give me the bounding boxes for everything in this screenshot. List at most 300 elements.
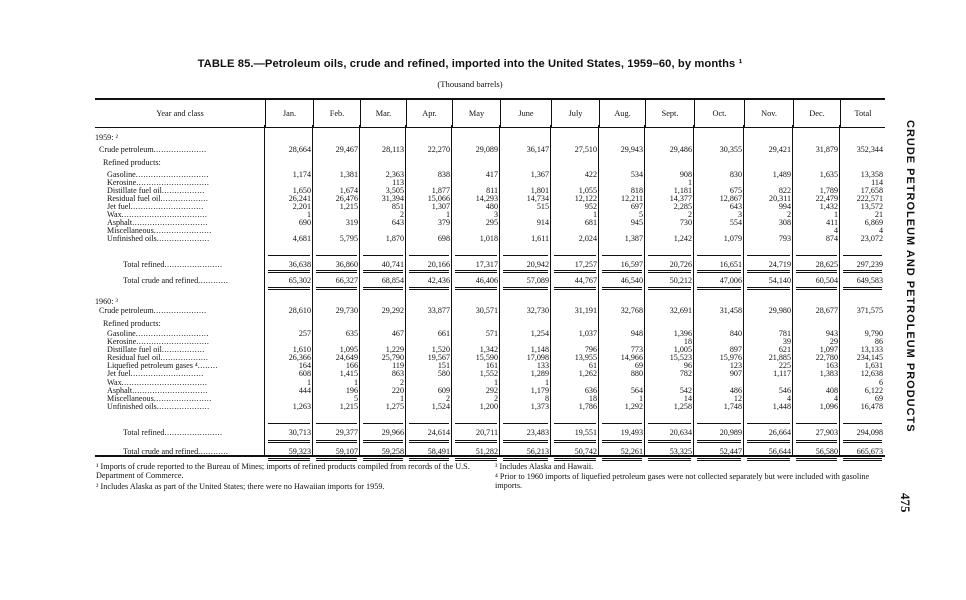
- page-number: 475: [898, 493, 913, 513]
- cell-value: 822: [778, 186, 791, 195]
- cell-value: 534: [630, 170, 643, 179]
- cell-value: 564: [630, 386, 643, 395]
- cell-value: 28,113: [382, 145, 404, 154]
- cell-value: 26,664: [768, 428, 791, 437]
- cell-value: 486: [729, 386, 742, 395]
- cell-value: 26,476: [335, 194, 358, 203]
- row-label: Unfinished oils.....................: [107, 234, 210, 243]
- cell-value: 5: [353, 394, 358, 403]
- cell-value: 27,510: [574, 145, 597, 154]
- cell-value: 1,674: [339, 186, 358, 195]
- column-rule: [693, 125, 694, 455]
- cell-value: 42,436: [427, 276, 450, 285]
- cell-value: 17,257: [574, 260, 597, 269]
- cell-value: 14,377: [669, 194, 692, 203]
- cell-value: 22,780: [815, 353, 838, 362]
- cell-value: 25,790: [381, 353, 404, 362]
- column-header: Jan.: [265, 100, 313, 127]
- cell-value: 26,241: [288, 194, 311, 203]
- cell-value: 1,387: [624, 234, 643, 243]
- cell-value: 40,741: [381, 260, 404, 269]
- cell-value: 6: [878, 378, 883, 387]
- cell-value: 308: [778, 218, 791, 227]
- cell-value: 2,024: [578, 234, 597, 243]
- row-label: Liquefied petroleum gases ⁴........: [107, 361, 218, 370]
- cell-value: 22,479: [815, 194, 838, 203]
- cell-value: 948: [630, 329, 643, 338]
- cell-value: 1,117: [773, 369, 791, 378]
- cell-value: 114: [871, 178, 883, 187]
- column-header: Feb.: [313, 100, 360, 127]
- cell-value: 580: [437, 369, 450, 378]
- cell-value: 151: [437, 361, 450, 370]
- cell-value: 1,381: [339, 170, 358, 179]
- cell-value: 20,726: [669, 260, 692, 269]
- cell-value: 1: [638, 394, 643, 403]
- cell-value: 58,491: [427, 447, 450, 456]
- cell-value: 29,980: [768, 306, 791, 315]
- cell-value: 6,869: [864, 218, 883, 227]
- footnote-3: ³ Includes Alaska and Hawaii.: [495, 462, 594, 471]
- cell-value: 1,415: [339, 369, 358, 378]
- cell-value: 1,524: [431, 402, 450, 411]
- table-bottom-rule: [95, 455, 885, 457]
- column-rule: [839, 125, 840, 455]
- cell-value: 26,366: [288, 353, 311, 362]
- column-rule: [598, 125, 599, 455]
- cell-value: 1: [592, 210, 597, 219]
- cell-value: 56,580: [815, 447, 838, 456]
- cell-value: 1,289: [530, 369, 549, 378]
- cell-value: 69: [634, 361, 643, 370]
- cell-value: 21,885: [768, 353, 791, 362]
- cell-value: 59,258: [381, 447, 404, 456]
- cell-value: 24,614: [427, 428, 450, 437]
- row-label: Jet fuel.............................: [107, 369, 204, 378]
- footnote-2: ² Includes Alaska as part of the United States; there were no Hawaiian imports for 1959.: [96, 482, 385, 491]
- cell-value: 15,066: [427, 194, 450, 203]
- cell-value: 18: [588, 394, 597, 403]
- cell-value: 20,989: [719, 428, 742, 437]
- column-header: Year and class: [156, 109, 204, 118]
- cell-value: 1,448: [772, 402, 791, 411]
- cell-value: 31,879: [815, 145, 838, 154]
- cell-value: 1,037: [578, 329, 597, 338]
- cell-value: 24,719: [768, 260, 791, 269]
- cell-value: 480: [485, 202, 498, 211]
- cell-value: 4: [786, 394, 791, 403]
- row-label: Wax..................................: [107, 378, 208, 387]
- cell-value: 945: [630, 218, 643, 227]
- cell-value: 863: [391, 369, 404, 378]
- cell-value: 163: [825, 361, 838, 370]
- cell-value: 3: [493, 210, 498, 219]
- cell-value: 811: [486, 186, 498, 195]
- cell-value: 773: [630, 345, 643, 354]
- cell-value: 2,285: [673, 202, 692, 211]
- cell-value: 2: [399, 210, 404, 219]
- row-label: Total crude and refined............: [123, 276, 229, 285]
- column-header: Oct.: [694, 100, 744, 127]
- cell-value: 1,174: [292, 170, 311, 179]
- cell-value: 467: [391, 329, 404, 338]
- cell-value: 51,282: [475, 447, 498, 456]
- cell-value: 1,005: [673, 345, 692, 354]
- cell-value: 36,860: [335, 260, 358, 269]
- cell-value: 53,325: [669, 447, 692, 456]
- cell-value: 1,786: [578, 402, 597, 411]
- cell-value: 1,396: [673, 329, 692, 338]
- column-header: Apr.: [406, 100, 452, 127]
- cell-value: 57,089: [526, 276, 549, 285]
- cell-value: 952: [584, 202, 597, 211]
- row-label: 1960: ³: [95, 297, 118, 306]
- cell-value: 29,943: [620, 145, 643, 154]
- cell-value: 1,635: [819, 170, 838, 179]
- cell-value: 22,270: [427, 145, 450, 154]
- cell-value: 52,447: [719, 447, 742, 456]
- cell-value: 1,748: [723, 402, 742, 411]
- cell-value: 28,664: [288, 145, 311, 154]
- cell-value: 29,966: [381, 428, 404, 437]
- cell-value: 907: [729, 369, 742, 378]
- cell-value: 515: [536, 202, 549, 211]
- cell-value: 1,650: [292, 186, 311, 195]
- column-rule: [499, 125, 500, 455]
- cell-value: 15,590: [475, 353, 498, 362]
- cell-value: 36,638: [288, 260, 311, 269]
- column-header: May: [452, 100, 500, 127]
- cell-value: 161: [485, 361, 498, 370]
- cell-value: 32,691: [669, 306, 692, 315]
- cell-value: 297,239: [856, 260, 883, 269]
- row-label: Gasoline.............................: [107, 170, 209, 179]
- cell-value: 1: [687, 178, 692, 187]
- cell-value: 17,098: [526, 353, 549, 362]
- column-rule: [550, 125, 551, 455]
- cell-value: 14,966: [620, 353, 643, 362]
- column-header: Dec.: [793, 100, 840, 127]
- cell-value: 1,079: [723, 234, 742, 243]
- cell-value: 444: [298, 386, 311, 395]
- column-header: Mar.: [360, 100, 406, 127]
- cell-value: 30,713: [288, 428, 311, 437]
- row-label: Kerosine.............................: [107, 178, 210, 187]
- cell-value: 665,673: [856, 447, 883, 456]
- cell-value: 818: [630, 186, 643, 195]
- column-header: July: [551, 100, 599, 127]
- cell-value: 690: [298, 218, 311, 227]
- cell-value: 5: [638, 210, 643, 219]
- cell-value: 13,572: [860, 202, 883, 211]
- table-header: [95, 98, 885, 128]
- cell-value: 621: [778, 345, 791, 354]
- row-label: 1959: ²: [95, 133, 118, 142]
- cell-value: 1: [306, 210, 311, 219]
- cell-value: 20,311: [769, 194, 791, 203]
- cell-value: 234,145: [856, 353, 883, 362]
- cell-value: 46,540: [620, 276, 643, 285]
- cell-value: 31,394: [381, 194, 404, 203]
- cell-value: 1,200: [479, 402, 498, 411]
- cell-value: 851: [391, 202, 404, 211]
- cell-value: 3,505: [385, 186, 404, 195]
- cell-value: 28,625: [815, 260, 838, 269]
- cell-value: 31,458: [719, 306, 742, 315]
- cell-value: 166: [345, 361, 358, 370]
- cell-value: 29,377: [335, 428, 358, 437]
- cell-value: 1,432: [819, 202, 838, 211]
- cell-value: 6,122: [864, 386, 883, 395]
- column-header: Aug.: [599, 100, 645, 127]
- cell-value: 257: [298, 329, 311, 338]
- cell-value: 292: [485, 386, 498, 395]
- cell-value: 86: [874, 337, 883, 346]
- row-label: Residual fuel oil...................: [107, 194, 209, 203]
- cell-value: 65,302: [288, 276, 311, 285]
- row-label: Refined products:: [103, 158, 161, 167]
- cell-value: 1: [353, 378, 358, 387]
- cell-value: 1,179: [530, 386, 549, 395]
- table-title: TABLE 85.—Petroleum oils, crude and refined, imported into the United States, 1959–60, by months ¹: [197, 58, 743, 70]
- cell-value: 33,877: [427, 306, 450, 315]
- column-header: Total: [840, 100, 885, 127]
- cell-value: 13,955: [574, 353, 597, 362]
- cell-value: 14,734: [526, 194, 549, 203]
- cell-value: 52,261: [620, 447, 643, 456]
- cell-value: 782: [679, 369, 692, 378]
- row-label: Gasoline.............................: [107, 329, 209, 338]
- cell-value: 59,323: [288, 447, 311, 456]
- cell-value: 13,133: [860, 345, 883, 354]
- cell-value: 66,327: [335, 276, 358, 285]
- cell-value: 681: [584, 218, 597, 227]
- cell-value: 4,681: [292, 234, 311, 243]
- cell-value: 697: [630, 202, 643, 211]
- cell-value: 1,181: [673, 186, 692, 195]
- cell-value: 12: [733, 394, 742, 403]
- column-rule: [312, 125, 313, 455]
- column-header: Nov.: [744, 100, 793, 127]
- cell-value: 675: [729, 186, 742, 195]
- cell-value: 635: [345, 329, 358, 338]
- cell-value: 1,097: [819, 345, 838, 354]
- cell-value: 164: [298, 361, 311, 370]
- cell-value: 319: [345, 218, 358, 227]
- row-label: Kerosine.............................: [107, 337, 210, 346]
- cell-value: 546: [778, 386, 791, 395]
- row-label: Residual fuel oil...................: [107, 353, 209, 362]
- cell-value: 20,711: [476, 428, 498, 437]
- cell-value: 2: [399, 378, 404, 387]
- cell-value: 2,201: [292, 202, 311, 211]
- cell-value: 830: [729, 170, 742, 179]
- cell-value: 1,263: [292, 402, 311, 411]
- row-label: Refined products:: [103, 319, 161, 328]
- row-label: Jet fuel.............................: [107, 202, 204, 211]
- row-label: Distillate fuel oil.................: [107, 345, 205, 354]
- cell-value: 19,567: [427, 353, 450, 362]
- cell-value: 19,551: [574, 428, 597, 437]
- cell-value: 220: [391, 386, 404, 395]
- cell-value: 1,342: [479, 345, 498, 354]
- table-unit: (Thousand barrels): [437, 79, 503, 89]
- cell-value: 1: [493, 378, 498, 387]
- cell-value: 914: [536, 218, 549, 227]
- cell-value: 23,072: [860, 234, 883, 243]
- cell-value: 1,096: [819, 402, 838, 411]
- cell-value: 44,767: [574, 276, 597, 285]
- row-label: Miscellaneous.......................: [107, 226, 212, 235]
- cell-value: 1,870: [385, 234, 404, 243]
- column-header: June: [500, 100, 551, 127]
- row-label: Asphalt..............................: [107, 386, 208, 395]
- cell-value: 352,344: [856, 145, 883, 154]
- cell-value: 29,467: [335, 145, 358, 154]
- cell-value: 23,483: [526, 428, 549, 437]
- cell-value: 29,730: [335, 306, 358, 315]
- cell-value: 20,166: [427, 260, 450, 269]
- cell-value: 29,089: [475, 145, 498, 154]
- cell-value: 21: [874, 210, 883, 219]
- cell-value: 1,095: [339, 345, 358, 354]
- column-rule: [644, 125, 645, 455]
- cell-value: 554: [729, 218, 742, 227]
- cell-value: 17,317: [475, 260, 498, 269]
- cell-value: 571: [485, 329, 498, 338]
- column-rule: [359, 125, 360, 455]
- column-rule: [451, 125, 452, 455]
- cell-value: 32,768: [620, 306, 643, 315]
- cell-value: 609: [437, 386, 450, 395]
- row-label: Asphalt..............................: [107, 218, 208, 227]
- cell-value: 32,730: [526, 306, 549, 315]
- cell-value: 96: [683, 361, 692, 370]
- cell-value: 8: [544, 394, 549, 403]
- cell-value: 1,611: [531, 234, 549, 243]
- cell-value: 13,358: [860, 170, 883, 179]
- cell-value: 29,486: [669, 145, 692, 154]
- cell-value: 1,148: [530, 345, 549, 354]
- cell-value: 295: [485, 218, 498, 227]
- cell-value: 2,363: [385, 170, 404, 179]
- cell-value: 840: [729, 329, 742, 338]
- cell-value: 56,213: [526, 447, 549, 456]
- cell-value: 225: [778, 361, 791, 370]
- cell-value: 16,651: [719, 260, 742, 269]
- cell-value: 29: [829, 337, 838, 346]
- cell-value: 9,790: [864, 329, 883, 338]
- cell-value: 874: [825, 234, 838, 243]
- row-label: Crude petroleum.....................: [99, 145, 207, 154]
- cell-value: 61: [588, 361, 597, 370]
- cell-value: 60,504: [815, 276, 838, 285]
- cell-value: 838: [437, 170, 450, 179]
- cell-value: 19,493: [620, 428, 643, 437]
- cell-value: 1,254: [530, 329, 549, 338]
- row-label: Total refined.......................: [123, 260, 223, 269]
- cell-value: 29,421: [768, 145, 791, 154]
- cell-value: 371,575: [856, 306, 883, 315]
- cell-value: 123: [729, 361, 742, 370]
- cell-value: 222,571: [856, 194, 883, 203]
- row-label: Wax..................................: [107, 210, 208, 219]
- cell-value: 119: [392, 361, 404, 370]
- cell-value: 608: [298, 369, 311, 378]
- cell-value: 1: [399, 394, 404, 403]
- cell-value: 1,258: [673, 402, 692, 411]
- row-label: Distillate fuel oil.................: [107, 186, 205, 195]
- cell-value: 1: [445, 210, 450, 219]
- column-rule: [743, 125, 744, 455]
- cell-value: 16,597: [620, 260, 643, 269]
- cell-value: 113: [392, 178, 404, 187]
- cell-value: 1,789: [819, 186, 838, 195]
- cell-value: 1,373: [530, 402, 549, 411]
- cell-value: 1,877: [431, 186, 450, 195]
- cell-value: 1,610: [292, 345, 311, 354]
- cell-value: 69: [874, 394, 883, 403]
- cell-value: 15,523: [669, 353, 692, 362]
- cell-value: 1,018: [479, 234, 498, 243]
- cell-value: 422: [584, 170, 597, 179]
- cell-value: 1: [833, 210, 838, 219]
- cell-value: 20,634: [669, 428, 692, 437]
- cell-value: 30,571: [475, 306, 498, 315]
- cell-value: 1,262: [578, 369, 597, 378]
- cell-value: 379: [437, 218, 450, 227]
- cell-value: 30,355: [719, 145, 742, 154]
- cell-value: 411: [826, 218, 838, 227]
- cell-value: 698: [437, 234, 450, 243]
- cell-value: 12,867: [719, 194, 742, 203]
- cell-value: 796: [584, 345, 597, 354]
- cell-value: 2: [493, 394, 498, 403]
- cell-value: 54,140: [768, 276, 791, 285]
- cell-value: 56,644: [768, 447, 791, 456]
- cell-value: 661: [437, 329, 450, 338]
- row-label: Miscellaneous.......................: [107, 394, 212, 403]
- cell-value: 1,242: [673, 234, 692, 243]
- cell-value: 29,292: [381, 306, 404, 315]
- running-head: CRUDE PETROLEUM AND PETROLEUM PRODUCTS: [904, 120, 916, 433]
- cell-value: 1,292: [624, 402, 643, 411]
- cell-value: 793: [778, 234, 791, 243]
- cell-value: 15,976: [719, 353, 742, 362]
- row-label: Unfinished oils.....................: [107, 402, 210, 411]
- cell-value: 994: [778, 202, 791, 211]
- cell-value: 20,942: [526, 260, 549, 269]
- cell-value: 36,147: [526, 145, 549, 154]
- cell-value: 4: [833, 394, 838, 403]
- cell-value: 880: [630, 369, 643, 378]
- cell-value: 1,552: [479, 369, 498, 378]
- cell-value: 1: [544, 378, 549, 387]
- cell-value: 649,583: [856, 276, 883, 285]
- cell-value: 3: [737, 210, 742, 219]
- cell-value: 14: [683, 394, 692, 403]
- footnote-4: ⁴ Prior to 1960 imports of liquefied petroleum gases were not collected separately but were included with gasoline imports.: [495, 472, 870, 491]
- cell-value: 1: [306, 378, 311, 387]
- cell-value: 28,610: [288, 306, 311, 315]
- cell-value: 59,107: [335, 447, 358, 456]
- column-rule: [405, 125, 406, 455]
- cell-value: 196: [345, 386, 358, 395]
- cell-value: 1,383: [819, 369, 838, 378]
- cell-value: 5,795: [339, 234, 358, 243]
- cell-value: 1,631: [864, 361, 883, 370]
- footnote-1: ¹ Imports of crude reported to the Bureau of Mines; imports of refined products compiled from records of the U.S. Department of Commerce.: [96, 462, 470, 481]
